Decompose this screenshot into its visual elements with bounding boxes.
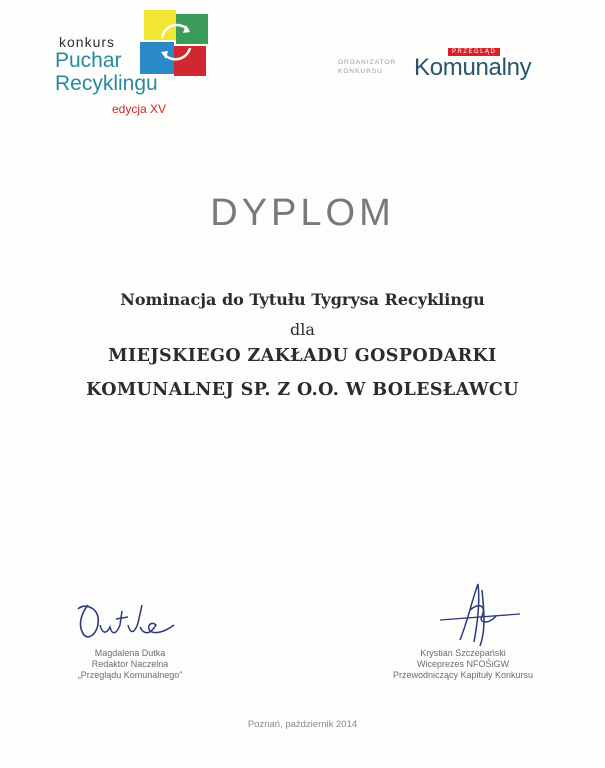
signature-right-icon	[420, 580, 530, 650]
logo-edition-text: edycja XV	[112, 102, 167, 116]
signature-block-left	[40, 648, 220, 681]
signatory-role: Wiceprezes NFOŚiGW	[416, 659, 509, 669]
signature-block-right	[368, 648, 558, 681]
signatory-org: „Przeglądu Komunalnego”	[77, 670, 183, 680]
place-date: Poznań, październik 2014	[247, 719, 358, 730]
organizer-label-line1: ORGANIZATOR	[338, 59, 397, 66]
signatory-role: Redaktor Naczelna	[91, 659, 169, 669]
for-line: dla	[290, 320, 315, 339]
puchar-recyklingu-logo	[55, 8, 225, 120]
logo-recyklingu-text: Recyklingu	[55, 72, 158, 95]
signature-left-icon	[70, 595, 180, 650]
recipient-line-2: KOMUNALNEJ SP. Z O.O. W BOLESŁAWCU	[86, 380, 519, 400]
przeglad-tag: PRZEGLĄD	[448, 48, 500, 56]
recipient-line-1: MIEJSKIEGO ZAKŁADU GOSPODARKI	[108, 346, 497, 366]
signatory-name: Krystian Szczepański	[420, 648, 506, 658]
logo-konkurs-text: konkurs	[59, 34, 116, 50]
nomination-line: Nominacja do Tytułu Tygrysa Recyklingu	[120, 290, 485, 309]
logo-puchar-text: Puchar	[55, 49, 122, 72]
organizer-label-line2: KONKURSU	[338, 68, 383, 75]
signatory-name: Magdalena Dutka	[94, 648, 166, 658]
komunalny-name: Komunalny	[414, 54, 532, 81]
signatory-org: Przewodniczący Kapituły Konkursu	[392, 670, 534, 680]
przeglad-komunalny-logo	[414, 48, 549, 84]
organizer-label	[338, 58, 396, 76]
diploma-title: DYPLOM	[210, 192, 395, 234]
